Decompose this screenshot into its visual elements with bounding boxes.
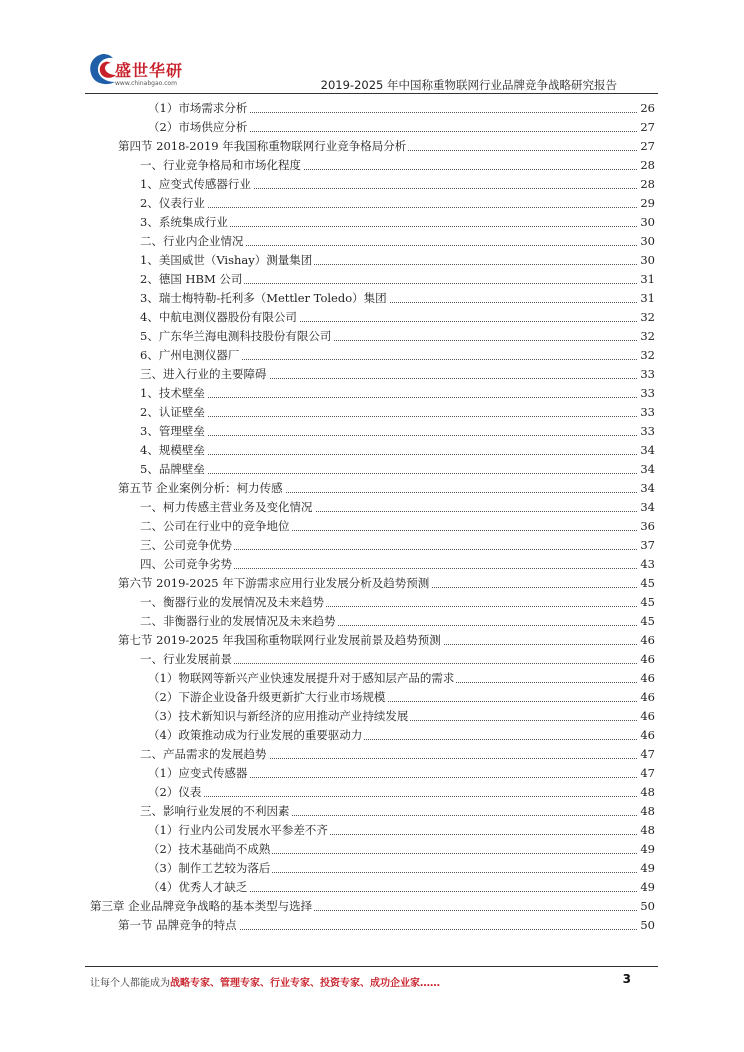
toc-entry-page: 32 (638, 327, 655, 346)
logo-text: 盛世华研 (115, 61, 184, 80)
toc-entry-label: 二、非衡器行业的发展情况及未来趋势 (140, 612, 338, 631)
toc-entry-label: （2）市场供应分析 (148, 118, 249, 137)
toc-entry[interactable] (0, 441, 744, 460)
toc-entry-page: 30 (638, 251, 655, 270)
toc-entry-page: 48 (638, 802, 655, 821)
toc-entry-page: 50 (638, 916, 655, 935)
toc-entry[interactable] (0, 916, 744, 935)
toc-entry-label: 三、公司竞争优势 (140, 536, 234, 555)
toc-entry-label: 3、瑞士梅特勒-托利多（Mettler Toledo）集团 (140, 289, 389, 308)
toc-entry-label: （1）应变式传感器 (148, 764, 249, 783)
page-header (0, 0, 744, 100)
toc-entry-label: 一、行业竞争格局和市场化程度 (140, 156, 303, 175)
toc-entry-page: 27 (638, 137, 655, 156)
toc-entry-page: 33 (638, 422, 655, 441)
toc-entry[interactable] (0, 536, 744, 555)
toc-entry[interactable] (0, 802, 744, 821)
report-title: 2019-2025 年中国称重物联网行业品牌竞争战略研究报告 (320, 78, 617, 92)
toc-entry[interactable] (0, 707, 744, 726)
toc-entry[interactable] (0, 498, 744, 517)
toc-entry-label: （2）仪表 (148, 783, 203, 802)
toc-entry[interactable] (0, 555, 744, 574)
toc-entry-label: 3、管理壁垒 (140, 422, 207, 441)
toc-entry-label: （4）优秀人才缺乏 (148, 878, 249, 897)
toc-entry-label: 二、产品需求的发展趋势 (140, 745, 269, 764)
toc-entry-label: 5、广东华兰海电测科技股份有限公司 (140, 327, 333, 346)
toc-entry-label: 6、广州电测仪器厂 (140, 346, 241, 365)
toc-entry-label: 第六节 2019-2025 年下游需求应用行业发展分析及趋势预测 (118, 574, 431, 593)
toc-entry[interactable] (0, 213, 744, 232)
toc-entry-page: 45 (638, 612, 655, 631)
toc-entry-page: 46 (638, 650, 655, 669)
toc-entry-label: （3）技术新知识与新经济的应用推动产业持续发展 (148, 707, 410, 726)
toc-entry[interactable] (0, 650, 744, 669)
toc-entry-label: 第七节 2019-2025 年我国称重物联网行业发展前景及趋势预测 (118, 631, 443, 650)
toc-entry[interactable] (0, 612, 744, 631)
toc-entry-page: 45 (638, 574, 655, 593)
toc-entry[interactable] (0, 308, 744, 327)
toc-entry-page: 30 (638, 213, 655, 232)
logo-swoosh-icon (85, 48, 119, 88)
toc-entry-page: 46 (638, 631, 655, 650)
toc-entry[interactable] (0, 118, 744, 137)
toc-entry-page: 33 (638, 384, 655, 403)
toc-entry-page: 31 (638, 270, 655, 289)
toc-entry[interactable] (0, 270, 744, 289)
toc-entry-page: 46 (638, 726, 655, 745)
toc-entry-label: 一、柯力传感主营业务及变化情况 (140, 498, 315, 517)
toc-leader-dots (148, 783, 655, 797)
toc-entry[interactable] (0, 726, 744, 745)
toc-entry-label: 4、规模壁垒 (140, 441, 207, 460)
toc-entry-page: 34 (638, 460, 655, 479)
toc-entry-label: （2）下游企业设备升级更新扩大行业市场规模 (148, 688, 387, 707)
page-number: 3 (622, 972, 631, 986)
toc-entry-page: 28 (638, 175, 655, 194)
toc-entry-label: （2）技术基础尚不成熟 (148, 840, 272, 859)
toc-entry[interactable] (0, 859, 744, 878)
toc-entry[interactable] (0, 289, 744, 308)
toc-entry[interactable] (0, 137, 744, 156)
footer-prefix: 让每个人都能成为 (90, 978, 170, 989)
toc-entry[interactable] (0, 384, 744, 403)
toc-entry[interactable] (0, 422, 744, 441)
toc-entry-page: 46 (638, 669, 655, 688)
toc-leader-dots (140, 460, 655, 474)
toc-leader-dots (140, 194, 655, 208)
toc-entry-label: 第五节 企业案例分析：柯力传感 (118, 479, 285, 498)
toc-entry-page: 48 (638, 783, 655, 802)
toc-entry[interactable] (0, 574, 744, 593)
logo (85, 48, 215, 94)
toc-entry-page: 46 (638, 707, 655, 726)
toc-entry[interactable] (0, 897, 744, 916)
toc-entry-page: 34 (638, 498, 655, 517)
toc-entry-page: 32 (638, 346, 655, 365)
footer-divider (85, 966, 658, 967)
toc-entry-page: 28 (638, 156, 655, 175)
toc-entry-label: 二、公司在行业中的竞争地位 (140, 517, 292, 536)
toc-entry-label: 一、衡器行业的发展情况及未来趋势 (140, 593, 326, 612)
toc-entry-label: （1）物联网等新兴产业快速发展提升对于感知层产品的需求 (148, 669, 456, 688)
table-of-contents (0, 99, 744, 935)
toc-entry-label: （3）制作工艺较为落后 (148, 859, 272, 878)
toc-entry-label: （4）政策推动成为行业发展的重要驱动力 (148, 726, 364, 745)
toc-entry[interactable] (0, 593, 744, 612)
toc-entry[interactable] (0, 99, 744, 118)
toc-entry-page: 47 (638, 764, 655, 783)
toc-entry-page: 37 (638, 536, 655, 555)
toc-entry[interactable] (0, 669, 744, 688)
toc-entry-page: 27 (638, 118, 655, 137)
toc-entry[interactable] (0, 783, 744, 802)
toc-entry-label: 2、德国 HBM 公司 (140, 270, 244, 289)
toc-entry-page: 50 (638, 897, 655, 916)
toc-entry-label: 三、影响行业发展的不利因素 (140, 802, 292, 821)
toc-entry[interactable] (0, 688, 744, 707)
toc-entry[interactable] (0, 194, 744, 213)
toc-entry-label: 4、中航电测仪器股份有限公司 (140, 308, 299, 327)
toc-entry-page: 45 (638, 593, 655, 612)
toc-entry[interactable] (0, 764, 744, 783)
toc-entry-label: 第三章 企业品牌竞争战略的基本类型与选择 (90, 897, 314, 916)
toc-entry[interactable] (0, 840, 744, 859)
toc-entry-label: 三、进入行业的主要障碍 (140, 365, 269, 384)
toc-entry-label: 四、公司竞争劣势 (140, 555, 234, 574)
toc-entry-page: 49 (638, 840, 655, 859)
footer-suffix: …… (420, 978, 440, 989)
toc-entry[interactable] (0, 365, 744, 384)
toc-entry-page: 26 (638, 99, 655, 118)
toc-entry-label: （1）市场需求分析 (148, 99, 249, 118)
toc-entry-label: 第四节 2018-2019 年我国称重物联网行业竞争格局分析 (118, 137, 408, 156)
toc-entry-label: 3、系统集成行业 (140, 213, 230, 232)
toc-entry-page: 47 (638, 745, 655, 764)
toc-entry[interactable] (0, 403, 744, 422)
toc-leader-dots (140, 441, 655, 455)
toc-leader-dots (140, 422, 655, 436)
toc-entry-label: 第一节 品牌竞争的特点 (118, 916, 239, 935)
toc-entry-label: 一、行业发展前景 (140, 650, 234, 669)
toc-entry[interactable] (0, 175, 744, 194)
toc-entry-label: 2、认证壁垒 (140, 403, 207, 422)
toc-entry-page: 33 (638, 403, 655, 422)
toc-entry-page: 34 (638, 479, 655, 498)
toc-entry-page: 32 (638, 308, 655, 327)
toc-entry-label: 2、仪表行业 (140, 194, 207, 213)
toc-entry[interactable] (0, 745, 744, 764)
toc-entry[interactable] (0, 479, 744, 498)
toc-entry[interactable] (0, 156, 744, 175)
toc-entry[interactable] (0, 232, 744, 251)
toc-entry-page: 49 (638, 859, 655, 878)
toc-entry-page: 46 (638, 688, 655, 707)
toc-entry[interactable] (0, 878, 744, 897)
toc-entry-page: 34 (638, 441, 655, 460)
toc-entry-page: 33 (638, 365, 655, 384)
toc-entry[interactable] (0, 631, 744, 650)
toc-entry-page: 36 (638, 517, 655, 536)
toc-entry-label: 1、美国威世（Vishay）测量集团 (140, 251, 314, 270)
footer-roles: 战略专家、管理专家、行业专家、投资专家、成功企业家 (170, 978, 420, 989)
toc-entry[interactable] (0, 327, 744, 346)
toc-entry-page: 48 (638, 821, 655, 840)
toc-entry-page: 43 (638, 555, 655, 574)
toc-entry-label: 1、技术壁垒 (140, 384, 207, 403)
toc-entry[interactable] (0, 460, 744, 479)
toc-entry-label: 5、品牌壁垒 (140, 460, 207, 479)
toc-entry-page: 49 (638, 878, 655, 897)
toc-entry[interactable] (0, 517, 744, 536)
header-divider (85, 93, 658, 94)
toc-entry[interactable] (0, 346, 744, 365)
toc-entry-label: （1）行业内公司发展水平参差不齐 (148, 821, 330, 840)
toc-entry[interactable] (0, 821, 744, 840)
toc-entry[interactable] (0, 251, 744, 270)
toc-entry-label: 二、行业内企业情况 (140, 232, 246, 251)
toc-entry-label: 1、应变式传感器行业 (140, 175, 253, 194)
toc-leader-dots (140, 403, 655, 417)
toc-leader-dots (140, 384, 655, 398)
toc-entry-page: 30 (638, 232, 655, 251)
toc-entry-page: 31 (638, 289, 655, 308)
logo-url: www.chinabgao.com (115, 80, 177, 87)
footer-slogan (90, 974, 440, 989)
toc-entry-page: 29 (638, 194, 655, 213)
